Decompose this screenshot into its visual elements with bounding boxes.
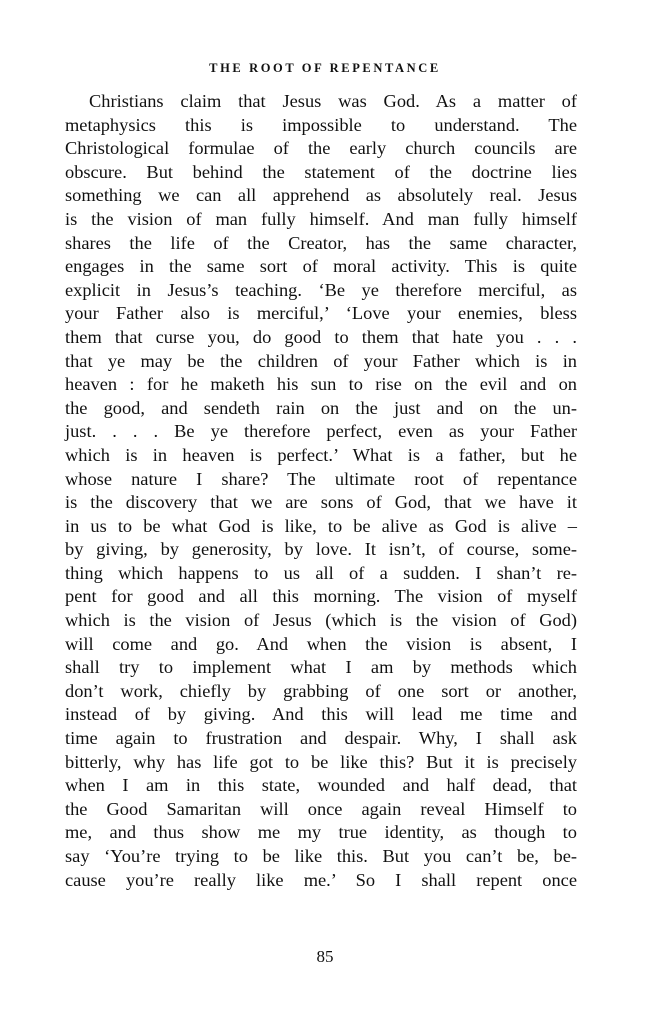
text-line: Christians claim that Jesus was God. As a matter of xyxy=(89,91,577,111)
text-line: pent for good and all this morning. The vision of myself xyxy=(65,586,577,607)
text-line: engages in the same sort of moral activity. This is quite xyxy=(65,256,577,277)
text-line: your Father also is merciful,’ ‘Love your enemies, bless xyxy=(65,303,577,324)
text-line: bitterly, why has life got to be like this? But it is precisely xyxy=(65,751,577,772)
text-line: which is the vision of Jesus (which is the vision of God) xyxy=(65,610,577,631)
text-line: shares the life of the Creator, has the same character, xyxy=(65,232,577,253)
text-line: in us to be what God is like, to be alive as God is alive – xyxy=(65,515,577,536)
text-line: metaphysics this is impossible to understand. The xyxy=(65,114,577,135)
text-line: the good, and sendeth rain on the just and on the un- xyxy=(65,397,577,418)
body-paragraph xyxy=(65,90,577,892)
text-line: by giving, by generosity, by love. It isn’t, of course, some- xyxy=(65,539,577,560)
text-line: them that curse you, do good to them that hate you . . . xyxy=(65,326,577,347)
text-line: that ye may be the children of your Father which is in xyxy=(65,350,577,371)
text-line: is the vision of man fully himself. And man fully himself xyxy=(65,208,577,229)
page-number: 85 xyxy=(316,947,334,966)
text-line: will come and go. And when the vision is absent, I xyxy=(65,633,577,654)
text-line: something we can all apprehend as absolutely real. Jesus xyxy=(65,185,577,206)
text-line: shall try to implement what I am by methods which xyxy=(65,657,577,678)
text-line: say ‘You’re trying to be like this. But you can’t be, be- xyxy=(65,846,577,866)
text-line: thing which happens to us all of a sudden. I shan’t re- xyxy=(65,562,577,583)
text-line: explicit in Jesus’s teaching. ‘Be ye therefore merciful, as xyxy=(65,279,577,300)
text-line: the Good Samaritan will once again reveal Himself to xyxy=(65,798,577,819)
text-line: time again to frustration and despair. Why, I shall ask xyxy=(65,728,577,749)
text-line: Christological formulae of the early church councils are xyxy=(65,138,577,159)
text-line: whose nature I share? The ultimate root of repentance xyxy=(65,468,577,489)
text-line: don’t work, chiefly by grabbing of one sort or another, xyxy=(65,680,577,701)
text-line: cause you’re really like me.’ So I shall repent once xyxy=(65,869,577,890)
text-line: just. . . . Be ye therefore perfect, even as your Father xyxy=(65,421,577,442)
text-line: is the discovery that we are sons of God, that we have it xyxy=(65,492,577,513)
text-line: obscure. But behind the statement of the doctrine lies xyxy=(65,161,577,182)
running-head: THE ROOT OF REPENTANCE xyxy=(209,61,441,75)
text-line: which is in heaven is perfect.’ What is a father, but he xyxy=(65,444,577,465)
text-line: heaven : for he maketh his sun to rise on the evil and on xyxy=(65,374,577,395)
text-line: me, and thus show me my true identity, as though to xyxy=(65,822,577,843)
text-line: instead of by giving. And this will lead me time and xyxy=(65,704,577,725)
text-line: when I am in this state, wounded and half dead, that xyxy=(65,775,577,796)
